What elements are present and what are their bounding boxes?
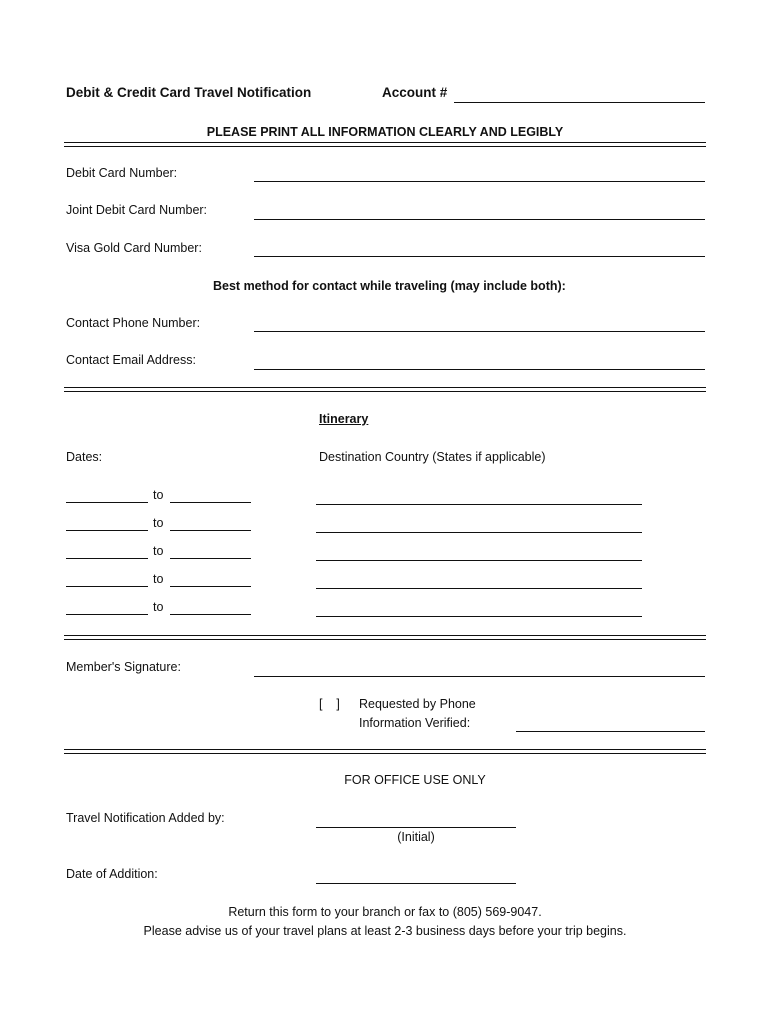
contact-method-heading: Best method for contact while traveling (may include both):: [213, 279, 566, 293]
destination-label: Destination Country (States if applicable): [319, 450, 546, 464]
destination-field[interactable]: [316, 616, 642, 617]
member-signature-label: Member's Signature:: [66, 660, 181, 674]
information-verified-field[interactable]: [516, 731, 705, 732]
destination-field[interactable]: [316, 532, 642, 533]
section-divider: [64, 387, 706, 392]
to-label: to: [153, 488, 164, 502]
debit-card-label: Debit Card Number:: [66, 166, 178, 180]
destination-field[interactable]: [316, 504, 642, 505]
joint-debit-card-label: Joint Debit Card Number:: [66, 203, 208, 217]
destination-field[interactable]: [316, 560, 642, 561]
debit-card-field[interactable]: [254, 181, 705, 182]
office-use-heading: FOR OFFICE USE ONLY: [344, 773, 486, 787]
start-date-field[interactable]: [66, 530, 148, 531]
print-instruction: PLEASE PRINT ALL INFORMATION CLEARLY AND LEGIBLY: [206, 125, 564, 139]
form-title: Debit & Credit Card Travel Notification: [66, 85, 312, 100]
start-date-field[interactable]: [66, 558, 148, 559]
to-label: to: [153, 600, 164, 614]
start-date-field[interactable]: [66, 502, 148, 503]
to-label: to: [153, 572, 164, 586]
contact-email-field[interactable]: [254, 369, 705, 370]
footer-return-instruction: Return this form to your branch or fax to (805) 569-9047.: [228, 905, 542, 919]
visa-gold-card-field[interactable]: [254, 256, 705, 257]
date-of-addition-field[interactable]: [316, 883, 516, 884]
end-date-field[interactable]: [170, 586, 251, 587]
initial-label: (Initial): [397, 830, 435, 844]
end-date-field[interactable]: [170, 558, 251, 559]
section-divider: [64, 749, 706, 754]
dates-label: Dates:: [66, 450, 103, 464]
section-divider: [64, 635, 706, 640]
itinerary-heading: Itinerary: [319, 412, 369, 426]
contact-email-label: Contact Email Address:: [66, 353, 196, 367]
information-verified-label: Information Verified:: [359, 716, 471, 730]
to-label: to: [153, 516, 164, 530]
end-date-field[interactable]: [170, 502, 251, 503]
start-date-field[interactable]: [66, 586, 148, 587]
to-label: to: [153, 544, 164, 558]
added-by-field[interactable]: [316, 827, 516, 828]
visa-gold-card-label: Visa Gold Card Number:: [66, 241, 202, 255]
joint-debit-card-field[interactable]: [254, 219, 705, 220]
footer-advise-note: Please advise us of your travel plans at least 2-3 business days before your trip begins.: [143, 924, 627, 938]
account-label: Account #: [382, 85, 448, 100]
contact-phone-field[interactable]: [254, 331, 705, 332]
destination-field[interactable]: [316, 588, 642, 589]
contact-phone-label: Contact Phone Number:: [66, 316, 201, 330]
account-number-field[interactable]: [454, 102, 705, 103]
section-divider: [64, 142, 706, 147]
added-by-label: Travel Notification Added by:: [66, 811, 225, 825]
end-date-field[interactable]: [170, 530, 251, 531]
requested-by-phone-checkbox[interactable]: [ ]: [319, 697, 340, 711]
member-signature-field[interactable]: [254, 676, 705, 677]
date-of-addition-label: Date of Addition:: [66, 867, 158, 881]
start-date-field[interactable]: [66, 614, 148, 615]
end-date-field[interactable]: [170, 614, 251, 615]
requested-by-phone-label: Requested by Phone: [359, 697, 476, 711]
